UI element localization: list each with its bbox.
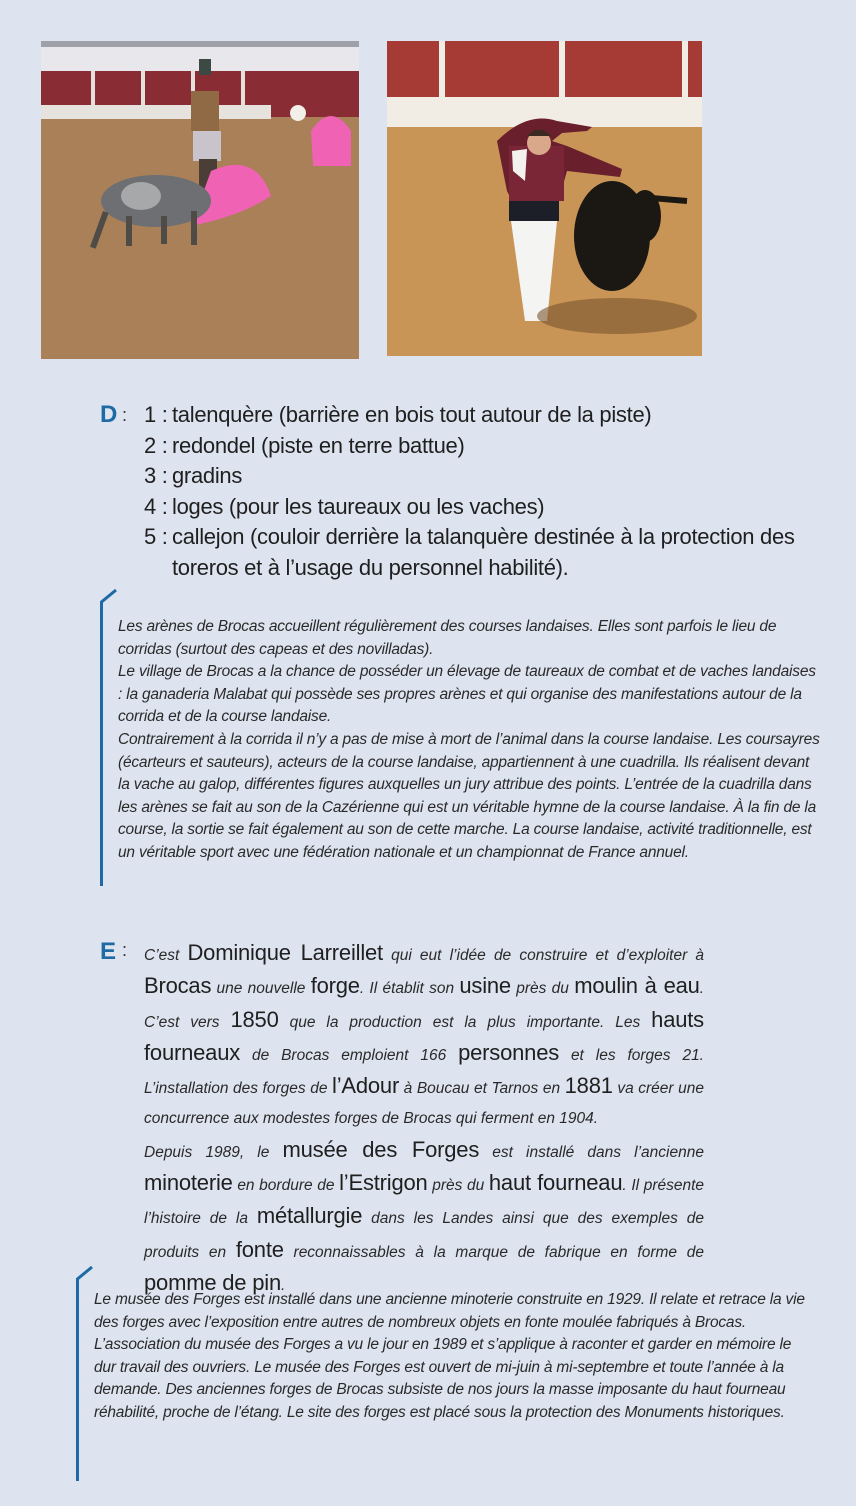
text-run: de Brocas emploient 166 (240, 1046, 459, 1064)
section-d (100, 400, 820, 583)
keyword: haut fourneau (488, 1170, 623, 1196)
text-run: reconnaissables à la marque de fabrique en forme de (283, 1243, 704, 1261)
legend-text: gradins (172, 463, 243, 488)
legend-item (144, 400, 820, 431)
text-run: va créer une concurrence aux modestes forges de Brocas qui ferment en 1904. (144, 1080, 705, 1128)
legend-number: 5 : (144, 524, 168, 549)
legend-text: talenquère (barrière en bois tout autour de la piste) (172, 402, 652, 427)
text-run: dans les Landes ainsi que des exemples de produits en (144, 1210, 704, 1261)
legend-text: callejon (couloir derrière la talanquère destinée à la protection des toreros et à l’usage du personnel habilité). (172, 524, 795, 580)
text-run: en bordure de (232, 1177, 340, 1195)
text-run: qui eut l’idée de construire et d’exploiter à (382, 947, 704, 964)
section-letter-d: D (100, 401, 118, 428)
text-run: . C’est vers (144, 980, 705, 1031)
text-run: à Boucau et Tarnos en (399, 1080, 565, 1098)
keyword: fonte (235, 1236, 284, 1262)
legend-item (144, 522, 820, 583)
bracket-corner-icon (100, 588, 122, 608)
text-run: et les forges 21. L’installation des forges de (144, 1046, 704, 1098)
text-run: que la production est la plus importante. Les (278, 1013, 652, 1031)
aside-paragraph: Le village de Brocas a la chance de posséder un élevage de taureaux de combat et de vaches landaises : la ganaderia Malabat qui possède ses propres arènes et qui organise des manifestations autour de la corrida et de la course landaise. (118, 663, 816, 726)
aside-paragraph: Le musée des Forges est installé dans une ancienne minoterie construite en 1929. Il relate et retrace la vie des forges avec l’exposition entre autres de nombreux objets en fonte moulée fabriqués à Brocas. (94, 1291, 805, 1331)
text-run: . Il établit son (359, 980, 460, 998)
aside-bar (100, 604, 103, 886)
text-run: près du (510, 980, 575, 998)
legend-item (144, 431, 820, 462)
corrida-image (41, 41, 359, 359)
legend-number: 2 : (144, 432, 168, 458)
legend-text: loges (pour les taureaux ou les vaches) (172, 493, 545, 519)
legend-number: 3 : (144, 463, 168, 488)
aside-paragraph: L’association du musée des Forges a vu le jour en 1989 et s’applique à raconter et garder en mémoire le dur travail des ouvriers. Le musée des Forges est ouvert de mi-juin à mi-septembre et toute l’année à la demande. Des anciennes forges de Brocas subsiste de nos jours la masse imposante du haut fourneau réhabilité, proche de l’étang. Le site des forges est placé sous la protection des Monuments historiques. (94, 1336, 792, 1421)
course-landaise-image (387, 41, 702, 356)
text-run: une nouvelle (211, 980, 311, 998)
keyword: l’Adour (332, 1073, 400, 1099)
keyword: usine (459, 973, 511, 999)
keyword: personnes (458, 1039, 560, 1065)
keyword: 1881 (564, 1073, 613, 1099)
photo-course-landaise (387, 41, 702, 356)
forges-paragraph-2 (144, 1135, 704, 1301)
text-run: . Il présente l’histoire de la (144, 1177, 705, 1228)
section-colon: : (122, 940, 128, 960)
section-colon: : (122, 405, 127, 425)
keyword: forge (310, 973, 360, 999)
legend-number: 4 : (144, 493, 168, 519)
legend-item (144, 492, 820, 523)
aside-bar (76, 1281, 79, 1481)
legend-item (144, 461, 820, 492)
aside-paragraph: Les arènes de Brocas accueillent régulièrement des courses landaises. Elles sont parfois le lieu de corridas (surtout des capeas et des novilladas). (118, 618, 777, 658)
keyword: moulin à eau (574, 973, 700, 999)
legend-text: redondel (piste en terre battue) (172, 432, 465, 458)
keyword: métallurgie (256, 1203, 363, 1229)
text-run: . (281, 1276, 286, 1294)
keyword: l’Estrigon (339, 1170, 428, 1196)
keyword: Brocas (144, 973, 212, 999)
aside-paragraph: Contrairement à la corrida il n’y a pas de mise à mort de l’animal dans la course landaise. Les coursayres (écarteurs et sauteurs), acteurs de la course landaise, appartiennent à une cuadrilla. Ils réalisent devant la vache au galop, différentes figures auxquelles un jury attribue des points. L’entrée de la cuadrilla dans les arènes se fait au son de la Cazérienne qui est un véritable hymne de la course landaise. À la fin de la course, la sortie se fait également au son de cette marche. La course landaise, activité traditionnelle, est un véritable sport avec une fédération nationale et un championnat de France annuel. (118, 730, 820, 861)
keyword: musée des Forges (282, 1136, 480, 1162)
keyword: minoterie (144, 1170, 233, 1196)
text-run: près du (427, 1177, 489, 1195)
text-run: est installé dans l’ancienne (479, 1143, 704, 1161)
section-letter-e: E (100, 938, 117, 965)
keyword: Dominique Larreillet (187, 940, 383, 965)
legend-list (100, 400, 820, 583)
keyword: 1850 (230, 1006, 279, 1032)
text-run: Depuis 1989, le (144, 1143, 283, 1161)
forges-paragraph-1 (144, 938, 704, 1135)
photo-corrida (41, 41, 359, 359)
keyword: hauts fourneaux (144, 1006, 704, 1065)
text-run: C’est (144, 947, 188, 964)
legend-number: 1 : (144, 402, 168, 427)
keyword: pomme de pin (144, 1269, 282, 1295)
bracket-corner-icon (76, 1265, 98, 1285)
